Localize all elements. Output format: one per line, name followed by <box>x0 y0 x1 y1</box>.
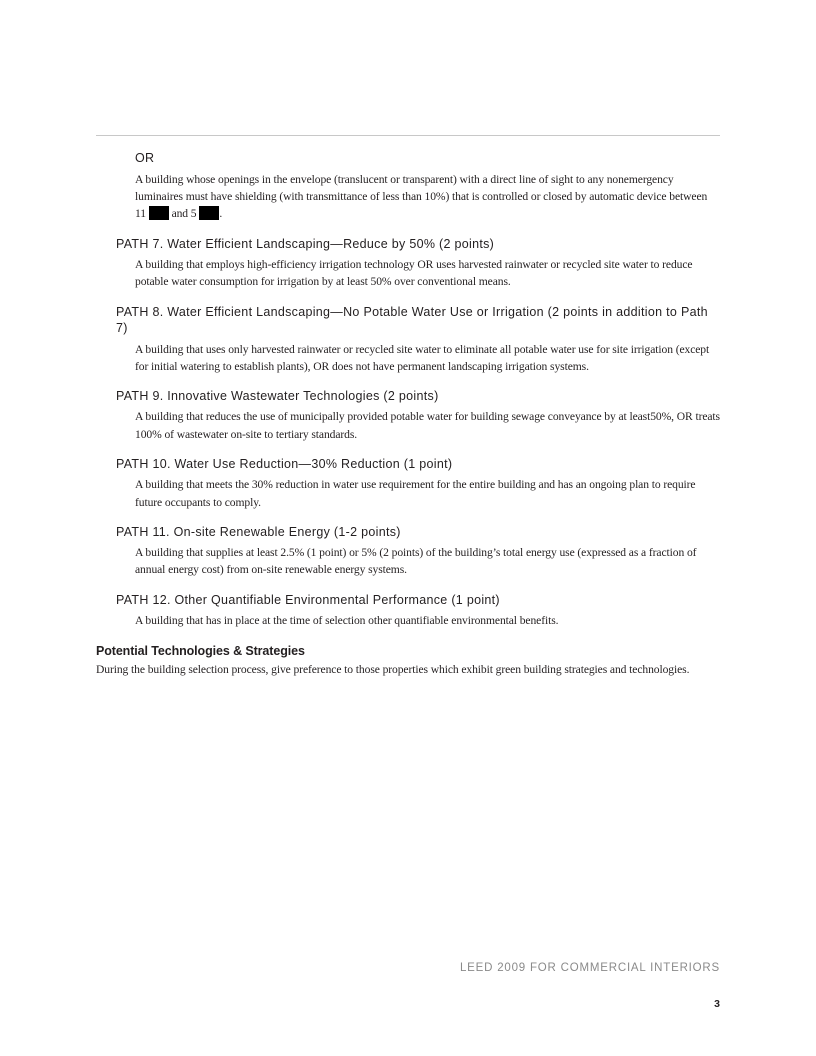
strategies-section <box>96 643 720 678</box>
path-description: A building that employs high-efficiency irrigation technology OR uses harvested rainwater or recycled site water to reduce potable water consumption for irrigation by at least 50% over conventional means. <box>135 258 693 289</box>
path-11 <box>96 524 720 579</box>
path-7 <box>96 236 720 291</box>
intro-text-middle: and 5 <box>168 207 200 221</box>
intro-paragraph <box>135 171 720 223</box>
section-heading: Potential Technologies & Strategies <box>96 644 305 659</box>
path-description: A building that reduces the use of municipally provided potable water for building sewage conveyance by at least50%, OR treats 100% of wastewater on-site to tertiary standards. <box>135 410 720 441</box>
path-8 <box>96 304 720 375</box>
footer-title: LEED 2009 FOR COMMERCIAL INTERIORS <box>459 962 720 974</box>
path-title: PATH 11. On-site Renewable Energy (1-2 points) <box>116 524 401 539</box>
path-description: A building that meets the 30% reduction in water use requirement for the entire building and has an ongoing plan to require future occupants to comply. <box>135 478 696 509</box>
path-title: PATH 8. Water Efficient Landscaping—No Potable Water Use or Irrigation (2 points in addition to Path 7) <box>116 304 708 336</box>
path-description: A building that uses only harvested rainwater or recycled site water to eliminate all potable water use for site irrigation (except for initial watering to establish plants), OR does not have permanent landscaping irrigation systems. <box>135 342 710 373</box>
header-divider <box>96 135 720 136</box>
path-9 <box>96 388 720 443</box>
path-description: A building that supplies at least 2.5% (1 point) or 5% (2 points) of the building’s total energy use (expressed as a fraction of annual energy cost) from on-site renewable energy systems. <box>135 546 697 577</box>
page-content <box>96 150 720 679</box>
path-12 <box>96 592 720 630</box>
or-label: OR <box>135 151 155 165</box>
section-paragraph: During the building selection process, give preference to those properties which exhibit green building strategies and technologies. <box>96 663 690 677</box>
redaction-box <box>199 206 219 220</box>
path-title: PATH 7. Water Efficient Landscaping—Reduce by 50% (2 points) <box>116 236 495 251</box>
path-10 <box>96 456 720 511</box>
path-title: PATH 9. Innovative Wastewater Technologies (2 points) <box>116 388 439 403</box>
intro-text-before: A building whose openings in the envelope (translucent or transparent) with a direct line of sight to any nonemergency luminaires must have shielding (with transmittance of less than 10%) that is controlled or closed by automatic device between 11 <box>135 173 708 221</box>
redaction-box <box>149 206 169 220</box>
path-description: A building that has in place at the time of selection other quantifiable environmental benefits. <box>135 614 559 628</box>
path-title: PATH 10. Water Use Reduction—30% Reduction (1 point) <box>116 456 453 471</box>
path-title: PATH 12. Other Quantifiable Environmental Performance (1 point) <box>116 592 500 607</box>
page-number: 3 <box>714 998 720 1010</box>
intro-block <box>96 150 720 223</box>
intro-text-end: . <box>219 207 223 221</box>
